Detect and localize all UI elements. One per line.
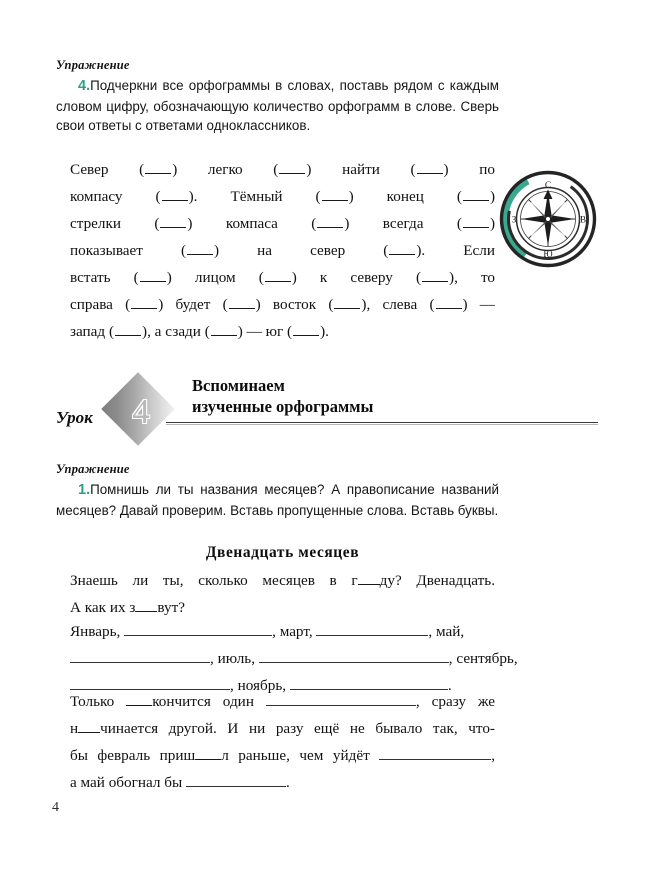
answer-blank-parenthesis[interactable] [457, 210, 495, 237]
page-number: 4 [52, 800, 59, 815]
text-line [70, 567, 495, 594]
write-in-line[interactable] [417, 162, 443, 174]
text-run: запад [70, 323, 109, 340]
answer-blank-parenthesis[interactable] [383, 237, 421, 264]
paren-open: ( [258, 269, 264, 286]
text-run: — юг [242, 323, 287, 340]
write-in-line[interactable] [463, 216, 489, 228]
missing-letter-gap[interactable] [78, 721, 100, 733]
answer-blank-parenthesis[interactable] [273, 156, 311, 183]
answer-blank-parenthesis[interactable] [139, 156, 177, 183]
answer-blank-parenthesis[interactable] [287, 318, 325, 345]
instruction-text: Помнишь ли ты названия месяцев? А правописание названий месяцев? Давай проверим. Вставь пропущенные слова. Вставь буквы. [56, 482, 499, 518]
text-line [70, 210, 495, 237]
paren-close: ) [344, 215, 350, 232]
paren-open: ( [108, 323, 114, 340]
exercise-number: 1. [78, 482, 91, 498]
answer-blank-parenthesis[interactable] [181, 237, 219, 264]
paren-close: ) [443, 161, 449, 178]
paren-open: ( [383, 242, 389, 259]
text-run: н [70, 720, 79, 737]
paren-close: ) [449, 269, 455, 286]
paren-close: ) [158, 296, 164, 313]
write-in-rule[interactable] [186, 776, 286, 787]
answer-blank-parenthesis[interactable] [109, 318, 147, 345]
write-in-line[interactable] [131, 297, 157, 309]
paren-open: ( [125, 296, 131, 313]
paren-open: ( [204, 323, 210, 340]
text-run: , ноябрь, [230, 677, 290, 694]
text-line [70, 183, 495, 210]
svg-text:Ю: Ю [543, 249, 553, 259]
missing-letter-gap[interactable] [195, 748, 221, 760]
answer-blank-parenthesis[interactable] [259, 264, 297, 291]
paren-close: ) [306, 161, 312, 178]
exercise-4-instruction [56, 76, 499, 136]
lesson-number: 4 [132, 392, 150, 431]
text-run: а май обогнал бы [70, 774, 186, 791]
missing-letter-gap[interactable] [126, 694, 152, 706]
months-fill-in-lines [70, 618, 518, 699]
answer-blank-parenthesis[interactable] [154, 210, 192, 237]
paren-open: ( [155, 188, 161, 205]
answer-blank-parenthesis[interactable] [205, 318, 243, 345]
text-run: справа [70, 296, 126, 313]
text-line [70, 156, 495, 183]
text-run: , март, [272, 623, 317, 640]
text-run: будет [163, 296, 223, 313]
paren-open: ( [328, 296, 334, 313]
text-run: , сразу же [415, 693, 495, 710]
lesson-word: Урок [56, 408, 93, 427]
write-in-rule[interactable] [266, 695, 416, 706]
text-run: , май, [428, 623, 465, 640]
paren-open: ( [154, 215, 160, 232]
write-in-line[interactable] [279, 162, 305, 174]
text-run: ду? Двенадцать. [379, 572, 495, 589]
text-run: . [325, 323, 329, 340]
text-run: . [447, 677, 452, 694]
text-line [70, 291, 495, 318]
text-run: , то [454, 269, 496, 286]
text-run: . [285, 774, 290, 791]
write-in-rule[interactable] [70, 652, 210, 663]
compass-illustration [497, 168, 599, 270]
text-line [70, 715, 495, 742]
text-run: , а сзади [147, 323, 205, 340]
text-run: восток [260, 296, 329, 313]
paren-close: ) [489, 215, 495, 232]
text-run: показывает [70, 242, 181, 259]
write-in-line[interactable] [115, 324, 141, 336]
paren-close: ) [320, 323, 326, 340]
answer-blank-parenthesis[interactable] [223, 291, 261, 318]
exercise-label: Упражнение [56, 462, 130, 476]
write-in-line[interactable] [334, 297, 360, 309]
text-run: Только [70, 693, 127, 710]
exercise-number: 4. [78, 78, 91, 94]
text-run: найти [311, 161, 411, 178]
text-line [70, 742, 495, 769]
paren-close: ) [255, 296, 261, 313]
paren-close: ) [291, 269, 297, 286]
text-run: легко [177, 161, 274, 178]
paren-close: ) [142, 323, 148, 340]
svg-text:В: В [579, 214, 587, 225]
answer-blank-parenthesis[interactable] [311, 210, 349, 237]
text-run: , слева [366, 296, 430, 313]
text-run: А как их з [70, 599, 136, 616]
paren-open: ( [287, 323, 293, 340]
text-run: компасу [70, 188, 156, 205]
write-in-line[interactable] [211, 324, 237, 336]
text-line [70, 318, 495, 345]
lesson-title-line-1: Вспоминаем [192, 376, 285, 395]
paren-open: ( [311, 215, 317, 232]
paren-open: ( [139, 161, 145, 178]
paren-open: ( [415, 269, 422, 286]
text-run: Знаешь ли ты, сколько месяцев в г [70, 572, 358, 589]
text-run: встать [70, 269, 134, 286]
write-in-line[interactable] [322, 189, 348, 201]
paren-open: ( [456, 188, 462, 205]
paren-open: ( [429, 296, 435, 313]
answer-blank-parenthesis[interactable] [457, 183, 495, 210]
write-in-line[interactable] [436, 297, 462, 309]
write-in-rule[interactable] [316, 625, 428, 636]
paren-open: ( [273, 161, 279, 178]
paren-close: ) [361, 296, 367, 313]
instruction-text: Подчеркни все орфограммы в словах, поставь рядом с каждым словом цифру, обозначающую количество орфограмм в слове. Сверь свои ответы с ответами одноклассников. [56, 78, 499, 134]
paren-open: ( [315, 188, 321, 205]
paren-open: ( [180, 242, 187, 259]
paren-close: ) [237, 323, 243, 340]
text-line [70, 688, 495, 715]
text-run: по [448, 161, 495, 178]
answer-blank-parenthesis[interactable] [429, 291, 467, 318]
answer-blank-parenthesis[interactable] [316, 183, 354, 210]
text-line [70, 237, 495, 264]
text-line [70, 645, 518, 672]
svg-text:З: З [511, 214, 517, 225]
text-run: л раньше, чем уйдёт [221, 747, 380, 764]
exercise-1-instruction [56, 480, 499, 520]
paren-open: ( [222, 296, 228, 313]
text-run: бы февраль приш [70, 747, 196, 764]
write-in-line[interactable] [162, 189, 188, 201]
text-run: Январь, [70, 623, 125, 640]
paren-close: ) [166, 269, 172, 286]
paren-open: ( [133, 269, 139, 286]
write-in-line[interactable] [389, 243, 415, 255]
text-line [70, 769, 495, 796]
lesson-number-badge [104, 375, 178, 449]
svg-text:С: С [544, 181, 552, 191]
text-line [70, 594, 495, 621]
answer-blank-parenthesis[interactable] [410, 156, 448, 183]
lesson-divider [166, 422, 598, 425]
write-in-rule[interactable] [259, 652, 449, 663]
write-in-line[interactable] [160, 216, 186, 228]
write-in-rule[interactable] [379, 749, 491, 760]
paren-close: ) [172, 161, 178, 178]
paren-close: ) [416, 242, 422, 259]
text-run: , сентябрь, [448, 650, 518, 667]
text-run: к северу [296, 269, 416, 286]
write-in-line[interactable] [265, 270, 291, 282]
text-run: Север [70, 161, 140, 178]
story-paragraph-1 [70, 567, 495, 621]
text-run: , июль, [210, 650, 259, 667]
exercise-4-text [70, 156, 495, 345]
write-in-line[interactable] [422, 270, 448, 282]
story-title: Двенадцать месяцев [205, 544, 360, 561]
write-in-line[interactable] [140, 270, 166, 282]
divider-light-line [166, 424, 598, 425]
write-in-line[interactable] [229, 297, 255, 309]
write-in-line[interactable] [145, 162, 171, 174]
text-run: лицом [171, 269, 259, 286]
story-paragraph-2 [70, 688, 495, 796]
paren-close: ) [462, 296, 468, 313]
lesson-title [192, 376, 373, 417]
paren-open: ( [410, 161, 416, 178]
exercise-4-block [56, 58, 499, 136]
text-run: всегда [349, 215, 457, 232]
text-run: вут? [157, 599, 185, 616]
write-in-rule[interactable] [124, 625, 272, 636]
text-run: , [491, 747, 495, 764]
missing-letter-gap[interactable] [135, 600, 157, 612]
text-run: — [467, 296, 495, 313]
lesson-title-line-2: изученные орфограммы [192, 396, 374, 416]
text-run: на север [219, 242, 384, 259]
write-in-line[interactable] [463, 189, 489, 201]
text-run: компаса [192, 215, 312, 232]
text-run: . Тёмный [193, 188, 316, 205]
text-run: чинается другой. И ни разу ещё не бывало так, что- [100, 720, 495, 737]
lesson-header [56, 376, 596, 448]
paren-close: ) [214, 242, 220, 259]
write-in-line[interactable] [293, 324, 319, 336]
paren-close: ) [188, 188, 194, 205]
text-run: кончится один [152, 693, 266, 710]
answer-blank-parenthesis[interactable] [134, 264, 172, 291]
exercise-1-block [56, 462, 499, 520]
divider-dark-line [166, 422, 598, 423]
text-line [70, 618, 495, 645]
answer-blank-parenthesis[interactable] [328, 291, 366, 318]
answer-blank-parenthesis[interactable] [156, 183, 194, 210]
text-run: конец [353, 188, 457, 205]
text-line [70, 264, 495, 291]
exercise-label: Упражнение [56, 58, 130, 72]
paren-open: ( [456, 215, 462, 232]
text-run: стрелки [70, 215, 155, 232]
paren-close: ) [489, 188, 495, 205]
answer-blank-parenthesis[interactable] [416, 264, 454, 291]
missing-letter-gap[interactable] [358, 573, 380, 585]
answer-blank-parenthesis[interactable] [125, 291, 163, 318]
paren-close: ) [187, 215, 193, 232]
text-run: . Если [421, 242, 495, 259]
paren-close: ) [348, 188, 354, 205]
write-in-line[interactable] [317, 216, 343, 228]
write-in-line[interactable] [187, 243, 213, 255]
